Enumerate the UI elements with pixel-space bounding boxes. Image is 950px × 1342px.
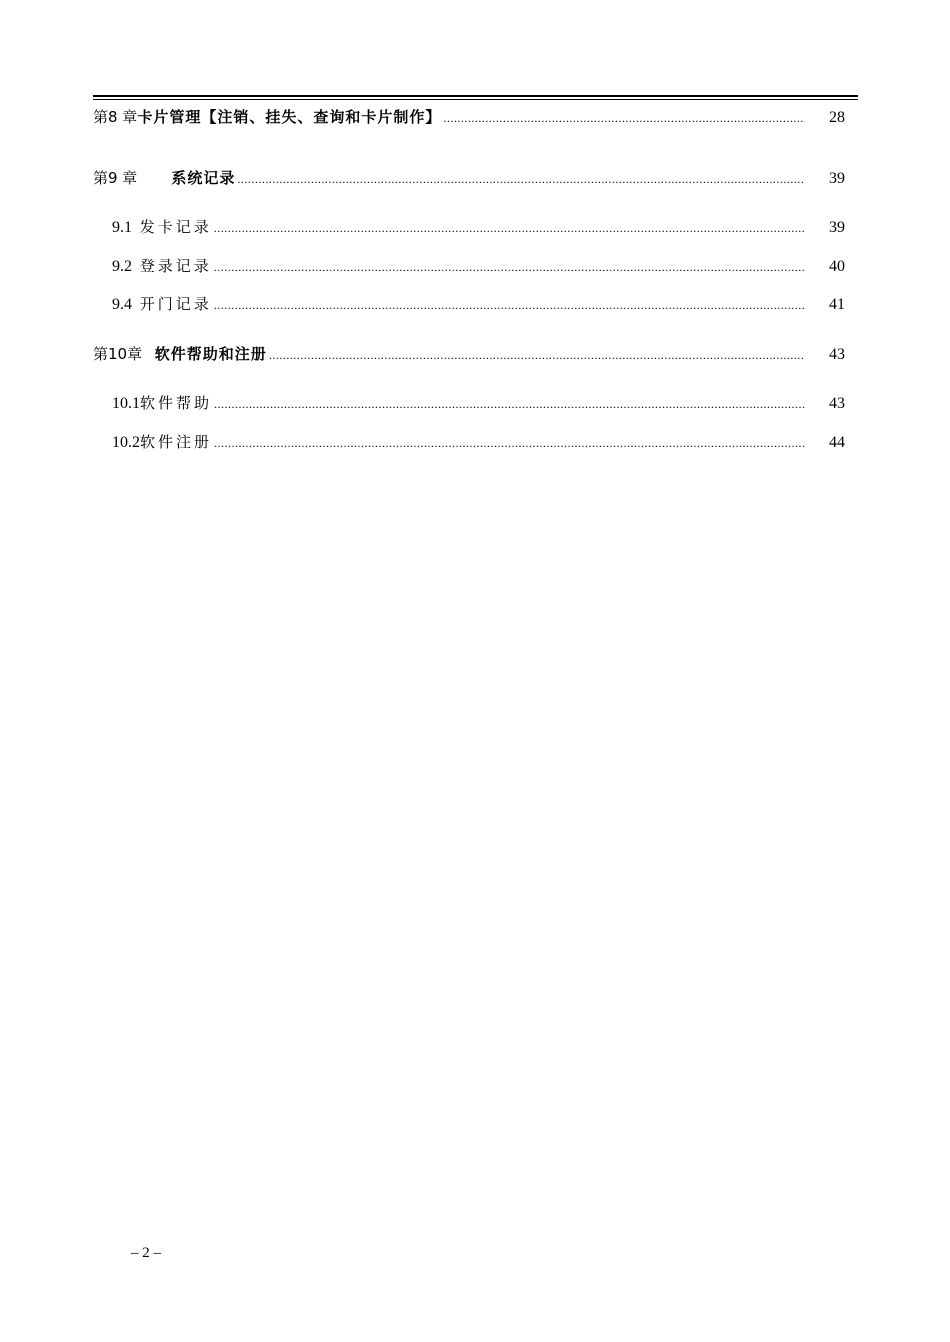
- toc-leader-dots: [214, 392, 805, 416]
- toc-entry-section-10-1[interactable]: [112, 391, 845, 415]
- toc-entry-number: 第9 章: [93, 169, 138, 187]
- toc-entry-number: 第8 章: [93, 108, 138, 126]
- toc-leader-dots: [214, 255, 805, 279]
- toc-leader-dots: [443, 106, 805, 130]
- toc-entry-section-9-2[interactable]: [112, 254, 845, 278]
- header-rule-thick: [93, 95, 858, 97]
- toc-entry-chapter-10[interactable]: [93, 342, 845, 366]
- toc-leader-dots: [214, 216, 805, 240]
- toc-entry-page: 43: [829, 395, 845, 412]
- toc-entry-title: 发卡记录: [139, 218, 212, 236]
- toc-entry-title: 系统记录: [171, 169, 236, 187]
- toc-entry-page: 39: [829, 170, 845, 187]
- toc-entry-number: 9.2: [112, 258, 132, 275]
- toc-leader-dots: [214, 293, 805, 317]
- toc-leader-dots: [214, 431, 805, 455]
- toc-entry-title: 软件帮助: [140, 394, 213, 412]
- toc-entry-chapter-9[interactable]: [93, 166, 845, 190]
- toc-entry-title: 开门记录: [139, 295, 212, 313]
- toc-entry-page: 43: [829, 346, 845, 363]
- toc-entry-number: 9.4: [112, 296, 132, 313]
- toc-entry-page: 41: [829, 296, 845, 313]
- toc-entry-number: 9.1: [112, 219, 132, 236]
- toc-entry-page: 39: [829, 219, 845, 236]
- toc-entry-chapter-8[interactable]: [93, 105, 845, 129]
- toc-entry-section-9-1[interactable]: [112, 215, 845, 239]
- toc-entry-number: 10.2: [112, 434, 140, 451]
- toc-leader-dots: [269, 343, 805, 367]
- toc-leader-dots: [237, 167, 805, 191]
- toc-entry-title: 软件帮助和注册: [154, 345, 267, 363]
- toc-entry-section-10-2[interactable]: [112, 430, 845, 454]
- toc-entry-section-9-4[interactable]: [112, 292, 845, 316]
- toc-entry-page: 28: [829, 109, 845, 126]
- toc-entry-number: 10.1: [112, 395, 140, 412]
- toc-entry-title: 登录记录: [139, 257, 212, 275]
- toc-entry-page: 40: [829, 258, 845, 275]
- toc-entry-title: 卡片管理【注销、挂失、查询和卡片制作】: [137, 108, 442, 126]
- toc-entry-number: 第10章: [93, 345, 143, 363]
- footer-page-number: – 2 –: [131, 1245, 161, 1261]
- toc-entry-title: 软件注册: [140, 433, 213, 451]
- header-rule-thin: [93, 99, 858, 100]
- toc-entry-page: 44: [829, 434, 845, 451]
